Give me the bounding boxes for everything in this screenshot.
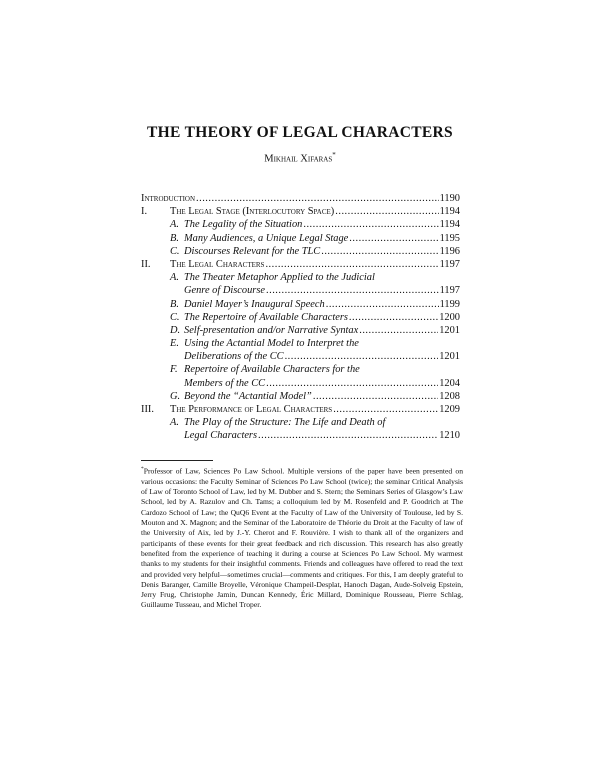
toc-label: Many Audiences, a Unique Legal Stage: [184, 232, 349, 244]
toc-entry-part-3[interactable]: [141, 403, 460, 416]
author-name: Mikhail Xifaras: [264, 153, 333, 165]
toc-label: Members of the CC: [184, 377, 266, 389]
toc-page-number: 1201: [439, 324, 460, 336]
toc-entry-1c[interactable]: [141, 245, 460, 258]
toc-label: Genre of Discourse: [184, 285, 265, 297]
toc-label: Beyond the “Actantial Model”: [184, 390, 312, 402]
toc-label: Daniel Mayer’s Inaugural Speech: [184, 298, 325, 310]
toc-leader-dots: [196, 192, 439, 205]
toc-page-number: 1201: [439, 351, 460, 363]
footnote-text: Professor of Law, Sciences Po Law School. Multiple versions of the paper have been presented on various occasions: the Faculty Seminar of Sciences Po Law School (twice); the seminar Critical Analysis of Law of Toronto School of Law, led by M. Dubber and S. Stern; the Seminars Series of Glasgow’s Law School, led by A. Razulov and Ch. Tams; a colloquium led by M. Rosenfeld and P. Goodrich at The Cardozo School of Law; the QuQ6 Event at the Faculty of Law of the University of Toulouse, led by S. Mouton and X. Magnon; and the Seminar of the Laboratoire de Théorie du Droit at the Faculty of law of the University of Aix, led by J.-Y. Cherot and F. Rouvière. I wish to thank all of the organizers and participants of these events for their great feedback and rich discussion. This research has also greatly benefited from the experience of teaching it during a course at Sciences Po Law School. My warmest thanks to my students for their insightful comments. Friends and colleagues have offered to read the text and provided very helpful—sometimes crucial—comments and critiques. For this, I am deeply grateful to Denis Baranger, Camille Broyelle, Véronique Champeil-Desplat, Hanoch Dagan, Aude-Solveig Epstein, Jerry Frug, Christophe Jamin, Duncan Kennedy, Éric Millard, Dominique Rousseau, Pierre Schlag, Guillaume Tusseau, and Michel Troper.: [141, 466, 463, 610]
toc-entry-2a-line2[interactable]: [141, 284, 460, 297]
toc-label: The Legal Stage (Interlocutory Space): [170, 206, 335, 218]
toc-label: Introduction: [141, 193, 196, 204]
toc-leader-dots: [349, 232, 438, 245]
toc-section-letter: A.: [170, 417, 179, 429]
toc-section-letter: B.: [170, 298, 179, 310]
toc-entry-2e-line1[interactable]: [141, 337, 460, 350]
toc-label: Using the Actantial Model to Interpret the: [184, 338, 359, 350]
toc-label: The Legality of the Situation: [184, 219, 303, 231]
toc-page-number: 1200: [439, 311, 460, 323]
author-byline: [0, 151, 600, 165]
footnote-divider: [141, 460, 213, 461]
toc-page-number: 1194: [439, 206, 460, 218]
toc-page-number: 1208: [439, 390, 460, 402]
toc-leader-dots: [359, 324, 438, 337]
toc-entry-2b[interactable]: [141, 298, 460, 311]
toc-leader-dots: [313, 390, 438, 403]
toc-section-letter: F.: [170, 364, 178, 376]
toc-leader-dots: [265, 258, 438, 271]
toc-label: The Play of the Structure: The Life and Death of: [184, 417, 386, 429]
toc-label: The Theater Metaphor Applied to the Judicial: [184, 272, 375, 284]
toc-section-letter: A.: [170, 272, 179, 284]
toc-label: The Repertoire of Available Characters: [184, 311, 348, 323]
toc-entry-1a[interactable]: [141, 218, 460, 231]
toc-page-number: 1204: [439, 377, 460, 389]
toc-entry-2d[interactable]: [141, 324, 460, 337]
toc-leader-dots: [321, 245, 438, 258]
toc-entry-part-1[interactable]: [141, 205, 460, 218]
toc-page-number: 1194: [439, 219, 460, 231]
toc-leader-dots: [303, 218, 438, 231]
toc-page-number: 1190: [439, 193, 460, 204]
toc-part-number: III.: [141, 404, 154, 415]
table-of-contents: [141, 192, 460, 443]
toc-leader-dots: [266, 377, 438, 390]
toc-entry-2f-line1[interactable]: [141, 363, 460, 376]
toc-page-number: 1199: [439, 298, 460, 310]
toc-label: Self-presentation and/or Narrative Syntax: [184, 324, 359, 336]
toc-section-letter: C.: [170, 311, 180, 323]
toc-page-number: 1197: [439, 258, 460, 270]
toc-page-number: 1195: [439, 232, 460, 244]
toc-part-number: I.: [141, 206, 148, 218]
toc-section-letter: A.: [170, 219, 179, 231]
toc-section-letter: D.: [170, 324, 181, 336]
toc-leader-dots: [326, 298, 439, 311]
toc-part-number: II.: [141, 258, 151, 270]
toc-entry-2e-line2[interactable]: [141, 350, 460, 363]
toc-entry-2f-line2[interactable]: [141, 377, 460, 390]
article-title: THE THEORY OF LEGAL CHARACTERS: [147, 124, 453, 141]
toc-leader-dots: [335, 205, 438, 218]
toc-leader-dots: [258, 429, 438, 442]
toc-section-letter: C.: [170, 245, 180, 257]
toc-entry-3a-line1[interactable]: [141, 416, 460, 429]
toc-entry-part-2[interactable]: [141, 258, 460, 271]
toc-label: The Legal Characters: [170, 258, 265, 270]
toc-section-letter: G.: [170, 390, 181, 402]
toc-label: The Performance of Legal Characters: [170, 404, 333, 415]
footnote-mark: *: [141, 466, 144, 472]
author-footnote: [141, 464, 463, 611]
toc-entry-2a-line1[interactable]: [141, 271, 460, 284]
toc-leader-dots: [266, 284, 439, 297]
toc-label: Legal Characters: [184, 430, 258, 442]
toc-leader-dots: [285, 350, 439, 363]
toc-label: Repertoire of Available Characters for the: [184, 364, 360, 376]
toc-page-number: 1197: [439, 285, 460, 297]
toc-page-number: 1210: [439, 430, 460, 442]
toc-entry-3a-line2[interactable]: [141, 429, 460, 442]
toc-label: Discourses Relevant for the TLC: [184, 245, 321, 257]
toc-entry-introduction[interactable]: [141, 192, 460, 205]
toc-section-letter: B.: [170, 232, 179, 244]
toc-page-number: 1196: [439, 245, 460, 257]
toc-leader-dots: [349, 311, 438, 324]
toc-page-number: 1209: [439, 404, 460, 415]
toc-entry-2g[interactable]: [141, 390, 460, 403]
toc-entry-1b[interactable]: [141, 232, 460, 245]
toc-leader-dots: [333, 403, 438, 416]
toc-label: Deliberations of the CC: [184, 351, 284, 363]
author-footnote-mark[interactable]: *: [332, 151, 336, 159]
toc-section-letter: E.: [170, 338, 179, 350]
toc-entry-2c[interactable]: [141, 311, 460, 324]
